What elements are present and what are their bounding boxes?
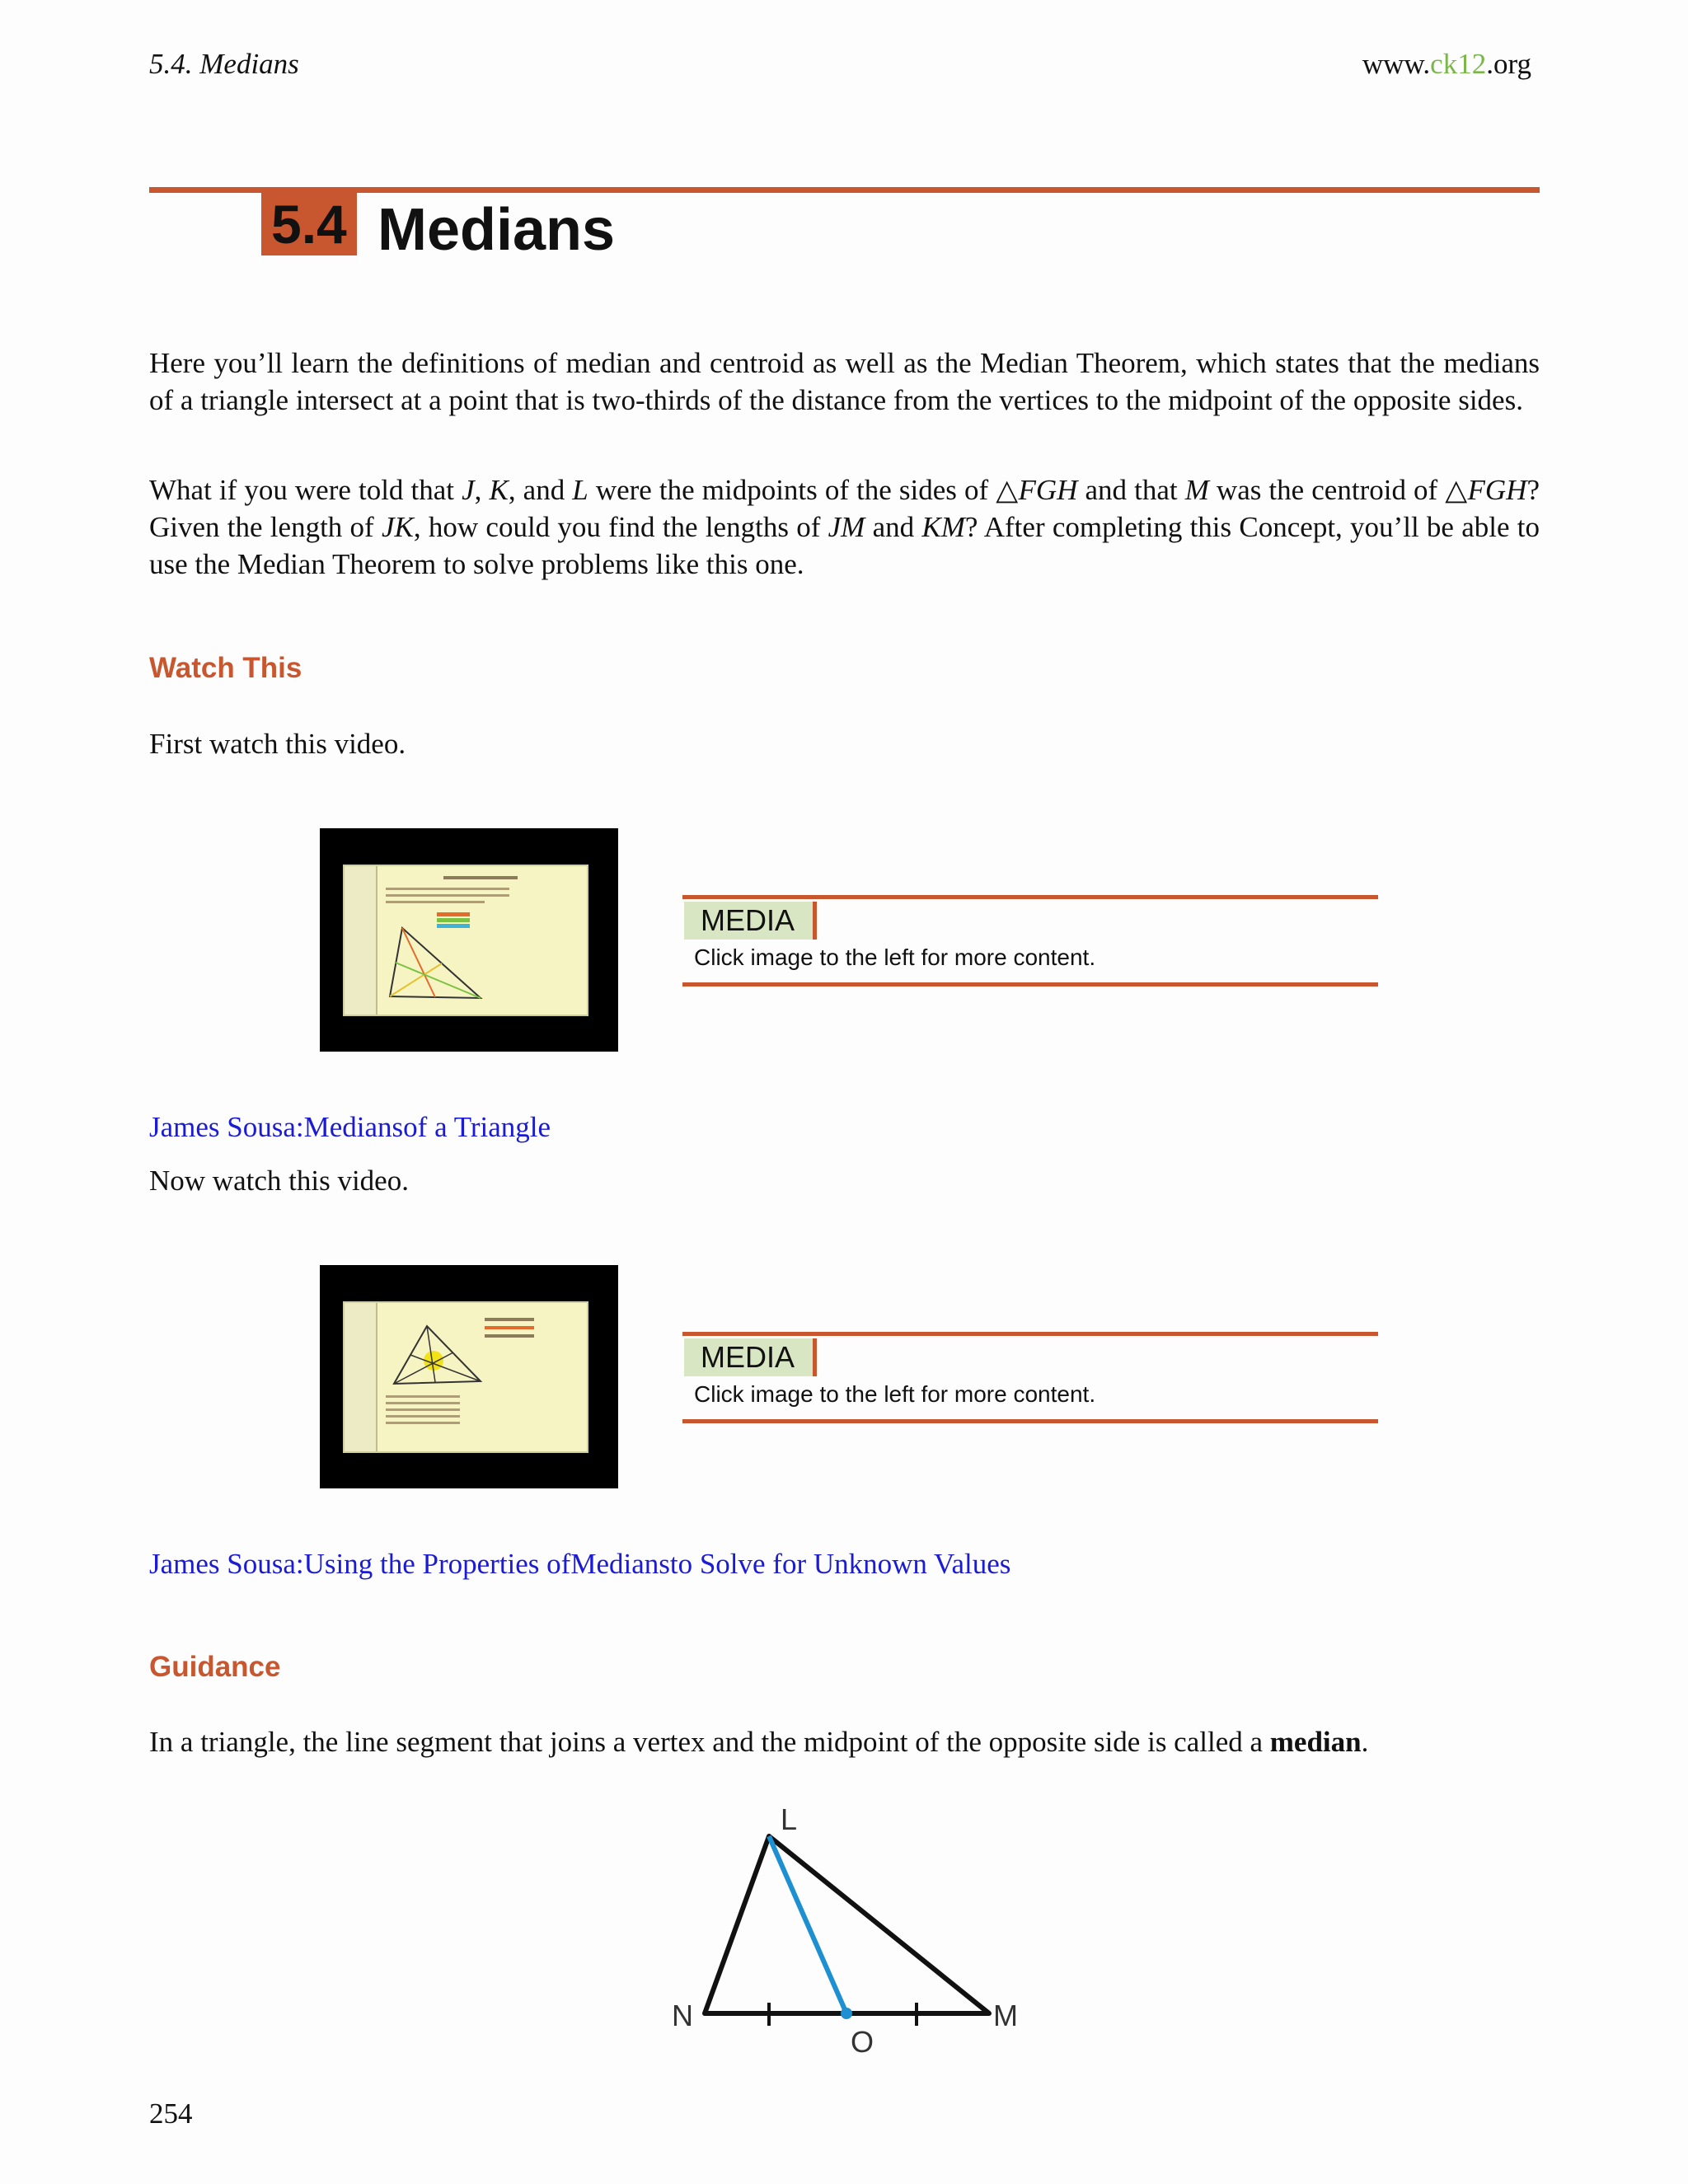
video-thumbnail-properties[interactable] xyxy=(320,1265,618,1488)
question-paragraph: What if you were told that J, K, and L were the midpoints of the sides of △FGH and that M was the centroid of △FGH? Given the length of JK, how could you find the lengths of JM and KM? After completing this Concept, you’ll be able to use the Median Theorem to solve problems like this one. xyxy=(149,474,1540,580)
video-link-properties-of-medians[interactable]: James Sousa:Using the Properties ofMediansto Solve for Unknown Values xyxy=(149,1548,1011,1580)
media-note: Click image to the left for more content. xyxy=(694,1381,1096,1407)
media-rule-bottom xyxy=(682,1419,1378,1423)
chapter-title: Medians xyxy=(377,197,616,263)
intro-paragraph: Here you’ll learn the definitions of median and centroid as well as the Median Theorem, which states that the medians of a triangle intersect at a point that is two-thirds of the distance from the vertices to the midpoint of the opposite sides. xyxy=(149,347,1540,416)
video-link-medians-of-triangle[interactable]: James Sousa:Mediansof a Triangle xyxy=(149,1111,551,1143)
media-rule-top xyxy=(682,895,1378,899)
running-header-url xyxy=(1362,48,1531,81)
media-callout-2 xyxy=(682,1332,1378,1421)
video-screen xyxy=(343,1301,588,1453)
media-note: Click image to the left for more content. xyxy=(694,944,1096,970)
url-brand: ck12 xyxy=(1430,48,1487,80)
median-definition: In a triangle, the line segment that joins a vertex and the midpoint of the opposite side is called a median. xyxy=(149,1726,1369,1758)
medians-slide-illustration xyxy=(345,866,587,1015)
title-rule xyxy=(149,187,1540,193)
media-rule-top xyxy=(682,1332,1378,1336)
median-lo xyxy=(769,1836,846,2013)
chapter-number: 5.4 xyxy=(261,193,357,255)
media-rule-bottom xyxy=(682,982,1378,987)
media-callout-1 xyxy=(682,895,1378,984)
url-prefix: www. xyxy=(1362,48,1431,80)
video-thumbnail-medians[interactable] xyxy=(320,828,618,1052)
properties-slide-illustration xyxy=(345,1303,587,1451)
media-tag: MEDIA xyxy=(684,902,817,940)
median-triangle-figure xyxy=(659,1805,1039,2060)
midpoint-o xyxy=(841,2008,852,2019)
median-term: median xyxy=(1269,1726,1362,1758)
label-o: O xyxy=(851,2025,874,2059)
running-header-section: 5.4. Medians xyxy=(149,48,299,80)
label-l: L xyxy=(781,1805,798,1836)
guidance-heading: Guidance xyxy=(149,1651,281,1683)
page-number: 254 xyxy=(149,2097,193,2130)
url-suffix: .org xyxy=(1486,48,1531,80)
now-watch-text: Now watch this video. xyxy=(149,1165,409,1197)
video-screen xyxy=(343,865,588,1016)
label-m: M xyxy=(993,1999,1018,2032)
watch-this-heading: Watch This xyxy=(149,652,302,684)
first-watch-text: First watch this video. xyxy=(149,728,406,760)
media-tag: MEDIA xyxy=(684,1338,817,1376)
triangle-lnm xyxy=(705,1836,989,2013)
label-n: N xyxy=(672,1999,693,2032)
